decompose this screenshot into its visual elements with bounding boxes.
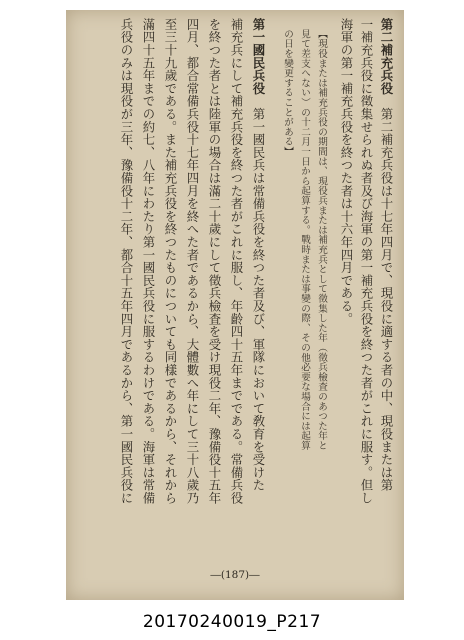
text-column (230, 18, 242, 563)
note-column (316, 18, 326, 574)
column-text: の日を變更することがある】 (282, 29, 293, 157)
text-column (142, 18, 154, 563)
column-text: を終つた者とは陸軍の場合は滿二十歲にして徵兵檢査を受け現役二年、豫備役十五年 (207, 18, 222, 505)
section-heading: 第一國民兵役 (251, 18, 266, 95)
column-text: 兵役のみは現役が三年、豫備役十二年、都合十五年四月であるから、第一國民兵役に (119, 18, 134, 505)
text-column (208, 18, 220, 563)
text-column (360, 18, 372, 563)
column-text: 補充兵にして補充兵役を終つた者がこれに服し、年齡四十五年までである。常備兵役 (229, 18, 244, 505)
text-column (164, 18, 176, 563)
page-number: ―(187)― (210, 569, 260, 581)
text-column (252, 18, 264, 563)
column-text: 【現役または補充兵役の期間は、現役兵または補充兵として徵集した年（徵兵檢査のあつた年と (316, 29, 327, 451)
column-text: 海軍の第一補充兵役を終つた者は十六年四月である。 (339, 18, 354, 326)
column-text: 見て差支へない）の十二月一日から起算する。戰時または事變の際、その他必要な場合には起算 (299, 29, 310, 451)
note-column (282, 18, 292, 574)
text-column (340, 18, 352, 563)
column-text: 第一國民兵は常備兵役を終つた者及び、軍隊において敎育を受けた (251, 107, 266, 492)
vertical-text-body (80, 10, 392, 565)
column-text: 滿四十五年までの約七、八年にわたり第一國民兵役に服するわけである。海軍は常備 (141, 18, 156, 505)
document-page (66, 10, 404, 600)
text-column (120, 18, 132, 563)
column-text: 四月、都合常備兵役十七年四月を終へた者であるから、大體數へ年にして三十八歲乃 (185, 18, 200, 505)
column-text: 一補充兵役に徵集せられぬ者及び海軍の第一補充兵役を終つた者がこれに服す。但し (359, 18, 374, 505)
column-text: 至三十九歲である。また補充兵役を終つたものについても同樣であるから、それから (163, 18, 178, 505)
note-column (299, 18, 309, 574)
text-column (380, 18, 392, 563)
image-caption: 20170240019_P217 (142, 612, 322, 632)
text-column (186, 18, 198, 563)
column-text: 第二補充兵役は十七年四月で、現役に適する者の中、現役または第 (379, 107, 394, 492)
section-heading: 第二補充兵役 (379, 18, 394, 95)
